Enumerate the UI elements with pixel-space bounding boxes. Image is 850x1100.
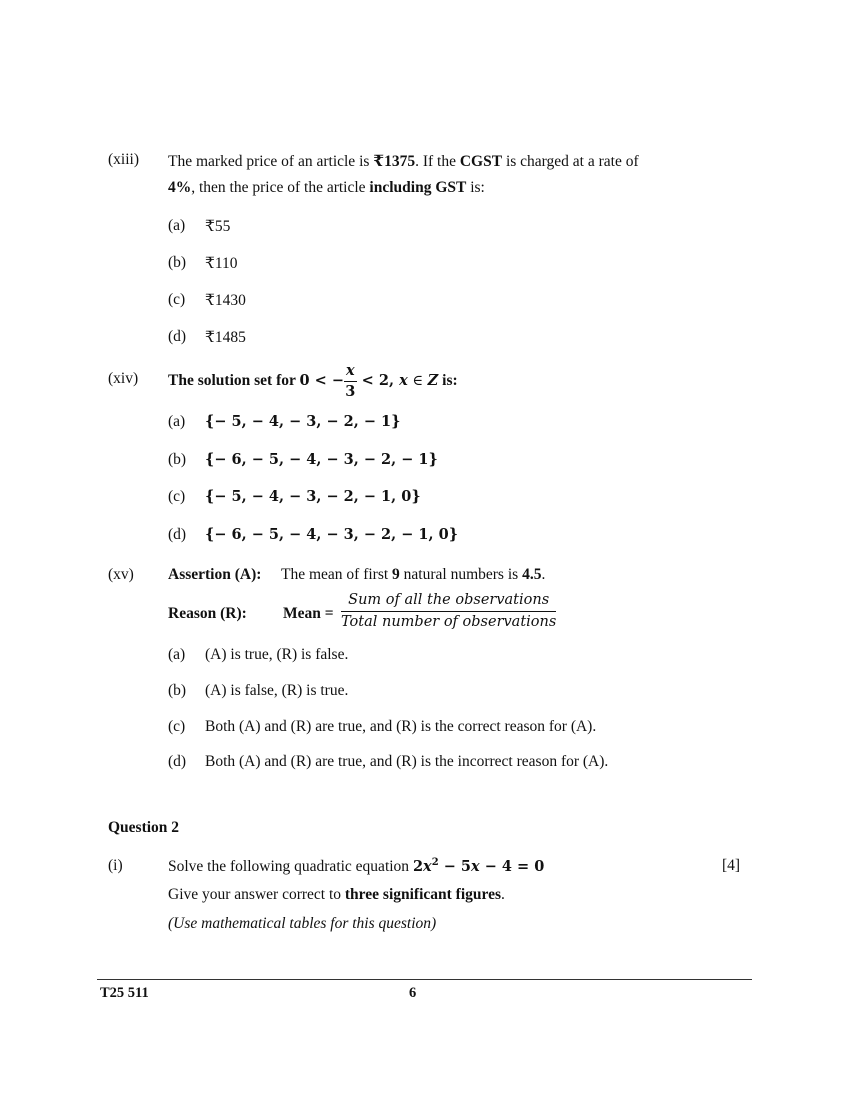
option-text: Both (A) and (R) are true, and (R) is the incorrect reason for (A). (205, 753, 609, 770)
option-label: (c) (168, 488, 186, 505)
question-heading: Question 2 (108, 819, 180, 836)
paper-code: T25 511 (100, 985, 149, 1001)
option-label: (d) (168, 328, 187, 345)
option-label: (a) (168, 646, 186, 663)
page-number: 6 (409, 985, 417, 1001)
question-instruction: (Use mathematical tables for this question) (168, 915, 437, 932)
marks-label: [4] (722, 857, 741, 874)
option-text: {− 5, − 4, − 3, − 2, − 1, 0} (205, 488, 421, 505)
option-label: (c) (168, 291, 186, 308)
mean-label: Mean = (283, 605, 334, 622)
assertion-text: The mean of first 9 natural numbers is 4.5. (281, 566, 546, 583)
option-label: (b) (168, 254, 187, 271)
footer-divider (97, 979, 752, 980)
option-text: (A) is false, (R) is true. (205, 682, 349, 699)
option-label: (a) (168, 413, 186, 430)
option-text: Both (A) and (R) are true, and (R) is the correct reason for (A). (205, 718, 597, 735)
option-text: {− 6, − 5, − 4, − 3, − 2, − 1, 0} (205, 526, 459, 543)
question-number: (xiv) (108, 370, 139, 387)
option-text: ₹1485 (205, 329, 246, 346)
option-label: (b) (168, 451, 187, 468)
option-text: (A) is true, (R) is false. (205, 646, 349, 663)
option-text: ₹1430 (205, 292, 246, 309)
option-label: (b) (168, 682, 187, 699)
option-label: (a) (168, 217, 186, 234)
question-part-number: (i) (108, 857, 123, 874)
mean-formula-fraction: $\frac{\text{Sum of all the observations}}{\text{Total number of observations}}$ (341, 592, 557, 630)
fraction: $\frac{x}{3}$ (345, 362, 356, 400)
question-number: (xiii) (108, 151, 139, 168)
question-text-line: Solve the following quadratic equation $2x^2 - 5x - 4 = 0$ (168, 857, 545, 876)
question-text-line: The solution set for 0 < − $\frac{x}{3}$ < 2, x ∈ Z is: (168, 362, 458, 400)
option-text: ₹55 (205, 218, 231, 235)
reason-label: Reason (R): (168, 605, 247, 622)
option-text: {− 6, − 5, − 4, − 3, − 2, − 1} (205, 451, 438, 468)
question-number: (xv) (108, 566, 134, 583)
option-text: ₹110 (205, 255, 238, 272)
question-text-line: The marked price of an article is ₹1375. If the CGST is charged at a rate of (168, 153, 639, 170)
option-text: {− 5, − 4, − 3, − 2, − 1} (205, 413, 401, 430)
question-text-line: Give your answer correct to three significant figures. (168, 886, 505, 903)
question-text-line: 4%, then the price of the article including GST is: (168, 179, 485, 196)
assertion-label: Assertion (A): (168, 566, 262, 583)
option-label: (d) (168, 526, 187, 543)
option-label: (c) (168, 718, 186, 735)
option-label: (d) (168, 753, 187, 770)
